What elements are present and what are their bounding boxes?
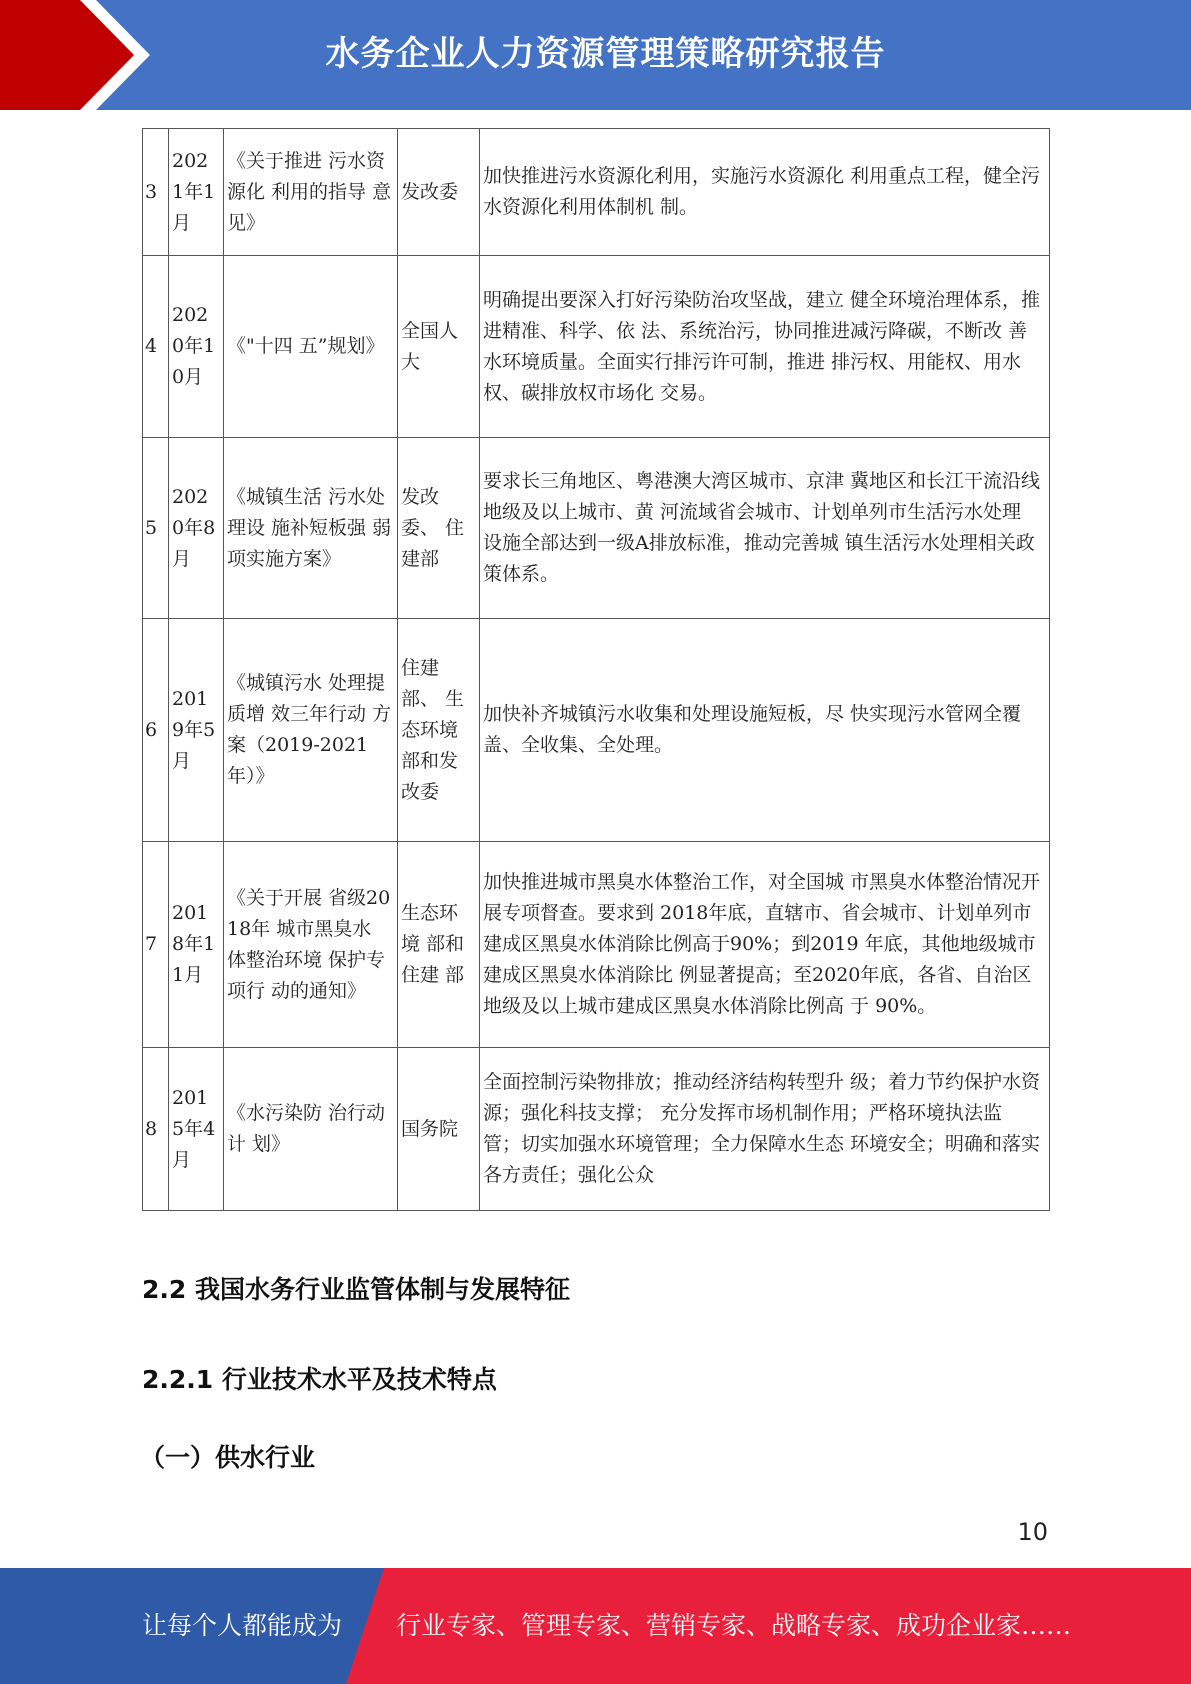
row-content: 全面控制污染物排放；推动经济结构转型升 级；着力节约保护水资源；强化科技支撑； 充分发挥市场机制作用；严格环境执法监 管；切实加强水环境管理；全力保障水生态 环境安全；明确和落实各方责任；强化公众 bbox=[480, 1048, 1050, 1211]
subsection-heading: 2.2.1 行业技术水平及技术特点 bbox=[142, 1365, 497, 1394]
row-policy-title: 《"十四 五”规划》 bbox=[224, 256, 398, 438]
row-date: 2015年4月 bbox=[169, 1048, 224, 1211]
row-policy-title: 《城镇污水 处理提质增 效三年行动 方案（2019-2021年）》 bbox=[224, 619, 398, 842]
row-content: 加快推进污水资源化利用，实施污水资源化 利用重点工程，健全污水资源化利用体制机 制。 bbox=[480, 129, 1050, 256]
table-row bbox=[143, 1048, 1050, 1211]
table-row bbox=[143, 842, 1050, 1048]
row-date: 2019年5月 bbox=[169, 619, 224, 842]
row-policy-title: 《水污染防 治行动计 划》 bbox=[224, 1048, 398, 1211]
row-issuer: 发改委、 住建部 bbox=[398, 438, 480, 619]
row-number: 7 bbox=[143, 842, 169, 1048]
row-number: 6 bbox=[143, 619, 169, 842]
page-title: 水务企业人力资源管理策略研究报告 bbox=[325, 34, 886, 74]
page-number: 10 bbox=[1017, 1518, 1048, 1546]
table-row bbox=[143, 129, 1050, 256]
page-footer bbox=[0, 1568, 1191, 1684]
footer-slogan-right: 行业专家、管理专家、营销专家、战略专家、成功企业家…… bbox=[396, 1611, 1072, 1640]
row-number: 4 bbox=[143, 256, 169, 438]
row-issuer: 全国人大 bbox=[398, 256, 480, 438]
section-heading: 2.2 我国水务行业监管体制与发展特征 bbox=[142, 1275, 570, 1304]
row-content: 加快补齐城镇污水收集和处理设施短板，尽 快实现污水管网全覆盖、全收集、全处理。 bbox=[480, 619, 1050, 842]
table-row bbox=[143, 438, 1050, 619]
page-header bbox=[0, 0, 1191, 110]
table-row bbox=[143, 256, 1050, 438]
footer-slogan-left: 让每个人都能成为 bbox=[142, 1611, 343, 1640]
row-number: 8 bbox=[143, 1048, 169, 1211]
row-date: 2020年10月 bbox=[169, 256, 224, 438]
row-date: 2020年8月 bbox=[169, 438, 224, 619]
subsubsection-heading: （一）供水行业 bbox=[140, 1443, 316, 1472]
table-row bbox=[143, 619, 1050, 842]
row-content: 加快推进城市黑臭水体整治工作，对全国城 市黑臭水体整治情况开展专项督查。要求到 2018年底，直辖市、省会城市、计划单列市 建成区黑臭水体消除比例高于90%；到2019 年底，其他地级城市建成区黑臭水体消除比 例显著提高；至2020年底，各省、自治区 地级及以上城市建成区黑臭水体消除比例高 于 90%。 bbox=[480, 842, 1050, 1048]
row-issuer: 生态环境 部和住建 部 bbox=[398, 842, 480, 1048]
row-issuer: 国务院 bbox=[398, 1048, 480, 1211]
row-policy-title: 《关于推进 污水资源化 利用的指导 意见》 bbox=[224, 129, 398, 256]
row-content: 要求长三角地区、粤港澳大湾区城市、京津 冀地区和长江干流沿线地级及以上城市、黄 河流域省会城市、计划单列市生活污水处理 设施全部达到一级A排放标准，推动完善城 镇生活污水处理相关政策体系。 bbox=[480, 438, 1050, 619]
row-policy-title: 《城镇生活 污水处理设 施补短板强 弱项实施方案》 bbox=[224, 438, 398, 619]
row-date: 2021年1月 bbox=[169, 129, 224, 256]
row-issuer: 发改委 bbox=[398, 129, 480, 256]
row-policy-title: 《关于开展 省级2018年 城市黑臭水 体整治环境 保护专项行 动的通知》 bbox=[224, 842, 398, 1048]
row-number: 5 bbox=[143, 438, 169, 619]
row-date: 2018年11月 bbox=[169, 842, 224, 1048]
row-number: 3 bbox=[143, 129, 169, 256]
row-content: 明确提出要深入打好污染防治攻坚战，建立 健全环境治理体系，推进精准、科学、依 法、系统治污，协同推进减污降碳，不断改 善水环境质量。全面实行排污许可制，推进 排污权、用能权、用水权、碳排放权市场化 交易。 bbox=[480, 256, 1050, 438]
row-issuer: 住建部、 生态环境部和发改委 bbox=[398, 619, 480, 842]
policy-table bbox=[142, 128, 1050, 1211]
